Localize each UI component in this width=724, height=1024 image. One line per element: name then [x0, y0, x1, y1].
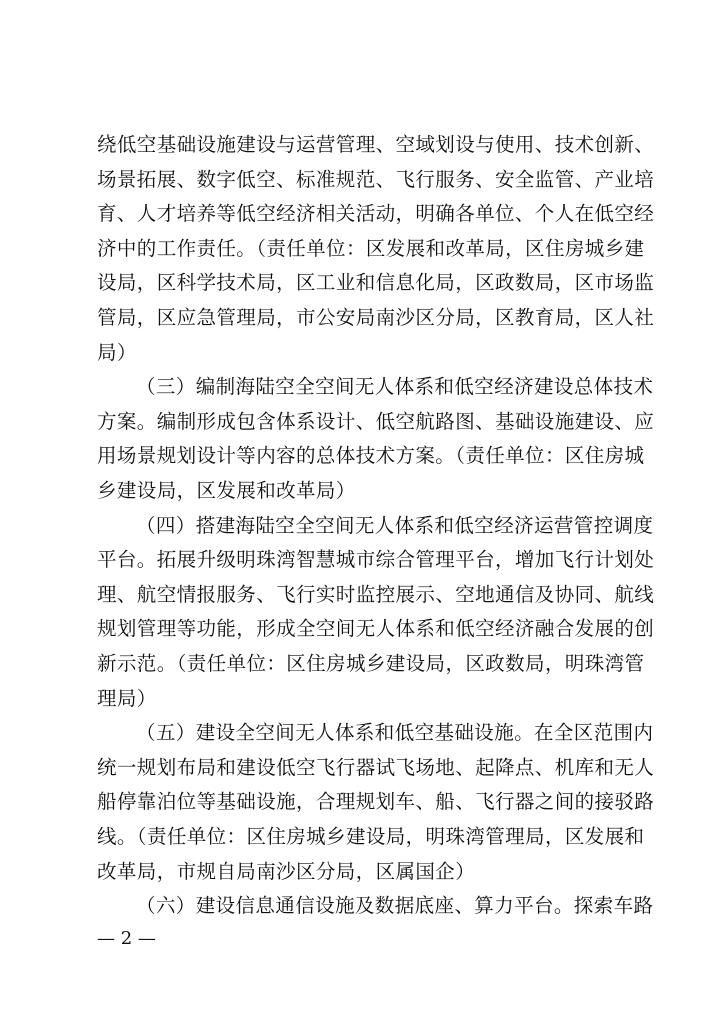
text-line: 育、人才培养等低空经济相关活动，明确各单位、个人在低空经	[97, 202, 655, 226]
text-line: 局）	[97, 340, 137, 364]
text-line: 用场景规划设计等内容的总体技术方案。（责任单位：区住房城	[97, 444, 645, 468]
text-line: 设局，区科学技术局，区工业和信息化局，区政数局，区市场监	[97, 271, 655, 295]
text-line: 乡建设局，区发展和改革局）	[97, 479, 356, 502]
text-line: （六）建设信息通信设施及数据底座、算力平台。探索车路	[136, 894, 654, 918]
text-line: 新示范。（责任单位：区住房城乡建设局，区政数局，明珠湾管	[97, 652, 645, 675]
text-line: 平台。拓展升级明珠湾智慧城市综合管理平台，增加飞行计划处	[97, 548, 655, 572]
text-line: 规划管理等功能，形成全空间无人体系和低空经济融合发展的创	[97, 617, 655, 641]
text-line: 绕低空基础设施建设与运营管理、空域划设与使用、技术创新、	[97, 133, 655, 156]
text-line: 理、航空情报服务、飞行实时监控展示、空地通信及协同、航线	[97, 582, 655, 606]
text-line: 理局）	[97, 686, 157, 710]
text-line: （三）编制海陆空全空间无人体系和低空经济建设总体技术	[136, 375, 654, 399]
text-line: 统一规划布局和建设低空飞行器试飞场地、起降点、机库和无人	[97, 755, 655, 779]
text-line: 船停靠泊位等基础设施，合理规划车、船、飞行器之间的接驳路	[97, 790, 655, 814]
text-line: 济中的工作责任。（责任单位：区发展和改革局，区住房城乡建	[97, 236, 645, 260]
text-line: （五）建设全空间无人体系和低空基础设施。在全区范围内	[136, 721, 654, 745]
text-line: 线。（责任单位：区住房城乡建设局，明珠湾管理局，区发展和	[97, 825, 645, 848]
page-number: — 2 —	[97, 928, 156, 949]
text-line: 方案。编制形成包含体系设计、低空航路图、基础设施建设、应	[97, 409, 655, 433]
text-line: 管局，区应急管理局，市公安局南沙区分局，区教育局，区人社	[97, 306, 655, 329]
text-line: 场景拓展、数字低空、标准规范、飞行服务、安全监管、产业培	[97, 167, 655, 191]
text-line: 改革局，市规自局南沙区分局，区属国企）	[97, 859, 476, 883]
text-line: （四）搭建海陆空全空间无人体系和低空经济运营管控调度	[136, 513, 654, 537]
